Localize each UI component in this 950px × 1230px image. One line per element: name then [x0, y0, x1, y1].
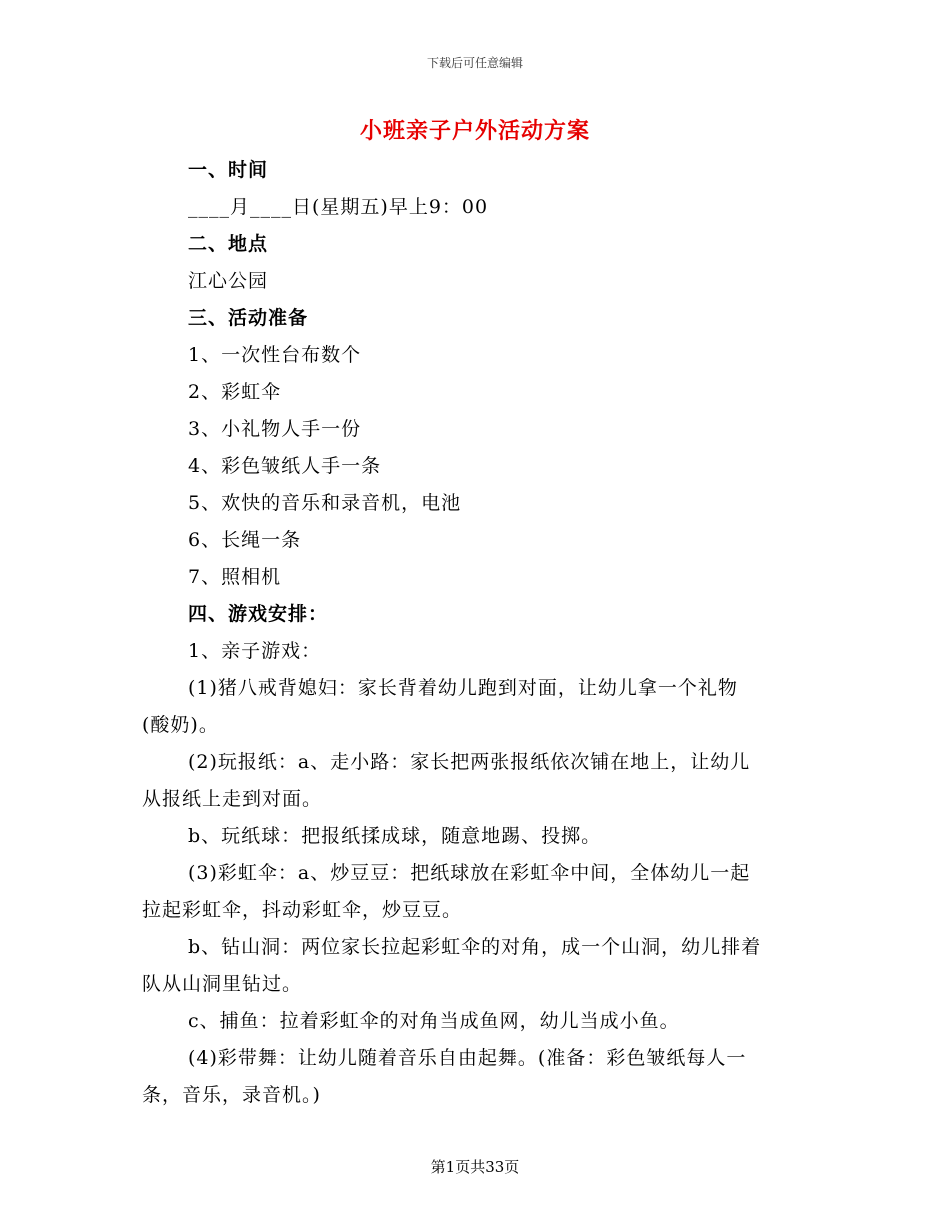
- prep-item: 5、欢快的音乐和录音机，电池: [188, 492, 462, 514]
- game-4-line-2: 条，音乐，录音机。): [142, 1084, 321, 1106]
- prep-item: 4、彩色皱纸人手一条: [188, 455, 382, 477]
- prep-item: 3、小礼物人手一份: [188, 418, 362, 440]
- game-2-line-2: 从报纸上走到对面。: [142, 788, 323, 810]
- header-note: 下载后可任意编辑: [426, 56, 523, 70]
- game-4-line-1: (4)彩带舞：让幼儿随着音乐自由起舞。(准备：彩色皱纸每人一: [188, 1047, 747, 1069]
- game-2-line-1: (2)玩报纸：a、走小路：家长把两张报纸依次铺在地上，让幼儿: [188, 751, 751, 773]
- game-1-line-2: (酸奶)。: [142, 714, 219, 736]
- prep-item: 6、长绳一条: [188, 529, 302, 551]
- game-3-line-2: 拉起彩虹伞，抖动彩虹伞，炒豆豆。: [142, 899, 463, 921]
- place-value: 江心公园: [188, 270, 269, 292]
- section-heading-time: 一、时间: [188, 159, 269, 181]
- section-heading-preparation: 三、活动准备: [188, 307, 309, 329]
- game-3-line-1: (3)彩虹伞：a、炒豆豆：把纸球放在彩虹伞中间，全体幼儿一起: [188, 862, 751, 884]
- game-3-b-line-1: b、钻山洞：两位家长拉起彩虹伞的对角，成一个山洞，幼儿排着: [188, 936, 762, 958]
- document-body: [142, 152, 812, 1114]
- document-title: 小班亲子户外活动方案: [359, 118, 590, 144]
- games-subheading: 1、亲子游戏：: [188, 640, 322, 662]
- game-3-c: c、捕鱼：拉着彩虹伞的对角当成鱼网，幼儿当成小鱼。: [188, 1010, 680, 1032]
- prep-item: 1、一次性台布数个: [188, 344, 362, 366]
- game-3-b-line-2: 队从山洞里钻过。: [142, 973, 303, 995]
- game-1-line-1: (1)猪八戒背媳妇：家长背着幼儿跑到对面，让幼儿拿一个礼物: [188, 677, 738, 699]
- prep-item: 2、彩虹伞: [188, 381, 282, 403]
- section-heading-games: 四、游戏安排：: [188, 603, 329, 625]
- prep-item: 7、照相机: [188, 566, 282, 588]
- section-heading-place: 二、地点: [188, 233, 269, 255]
- game-2-b: b、玩纸球：把报纸揉成球，随意地踢、投掷。: [188, 825, 602, 847]
- page-footer: 第1页共33页: [430, 1158, 520, 1176]
- time-value: ____月____日(星期五)早上9：00: [188, 196, 489, 218]
